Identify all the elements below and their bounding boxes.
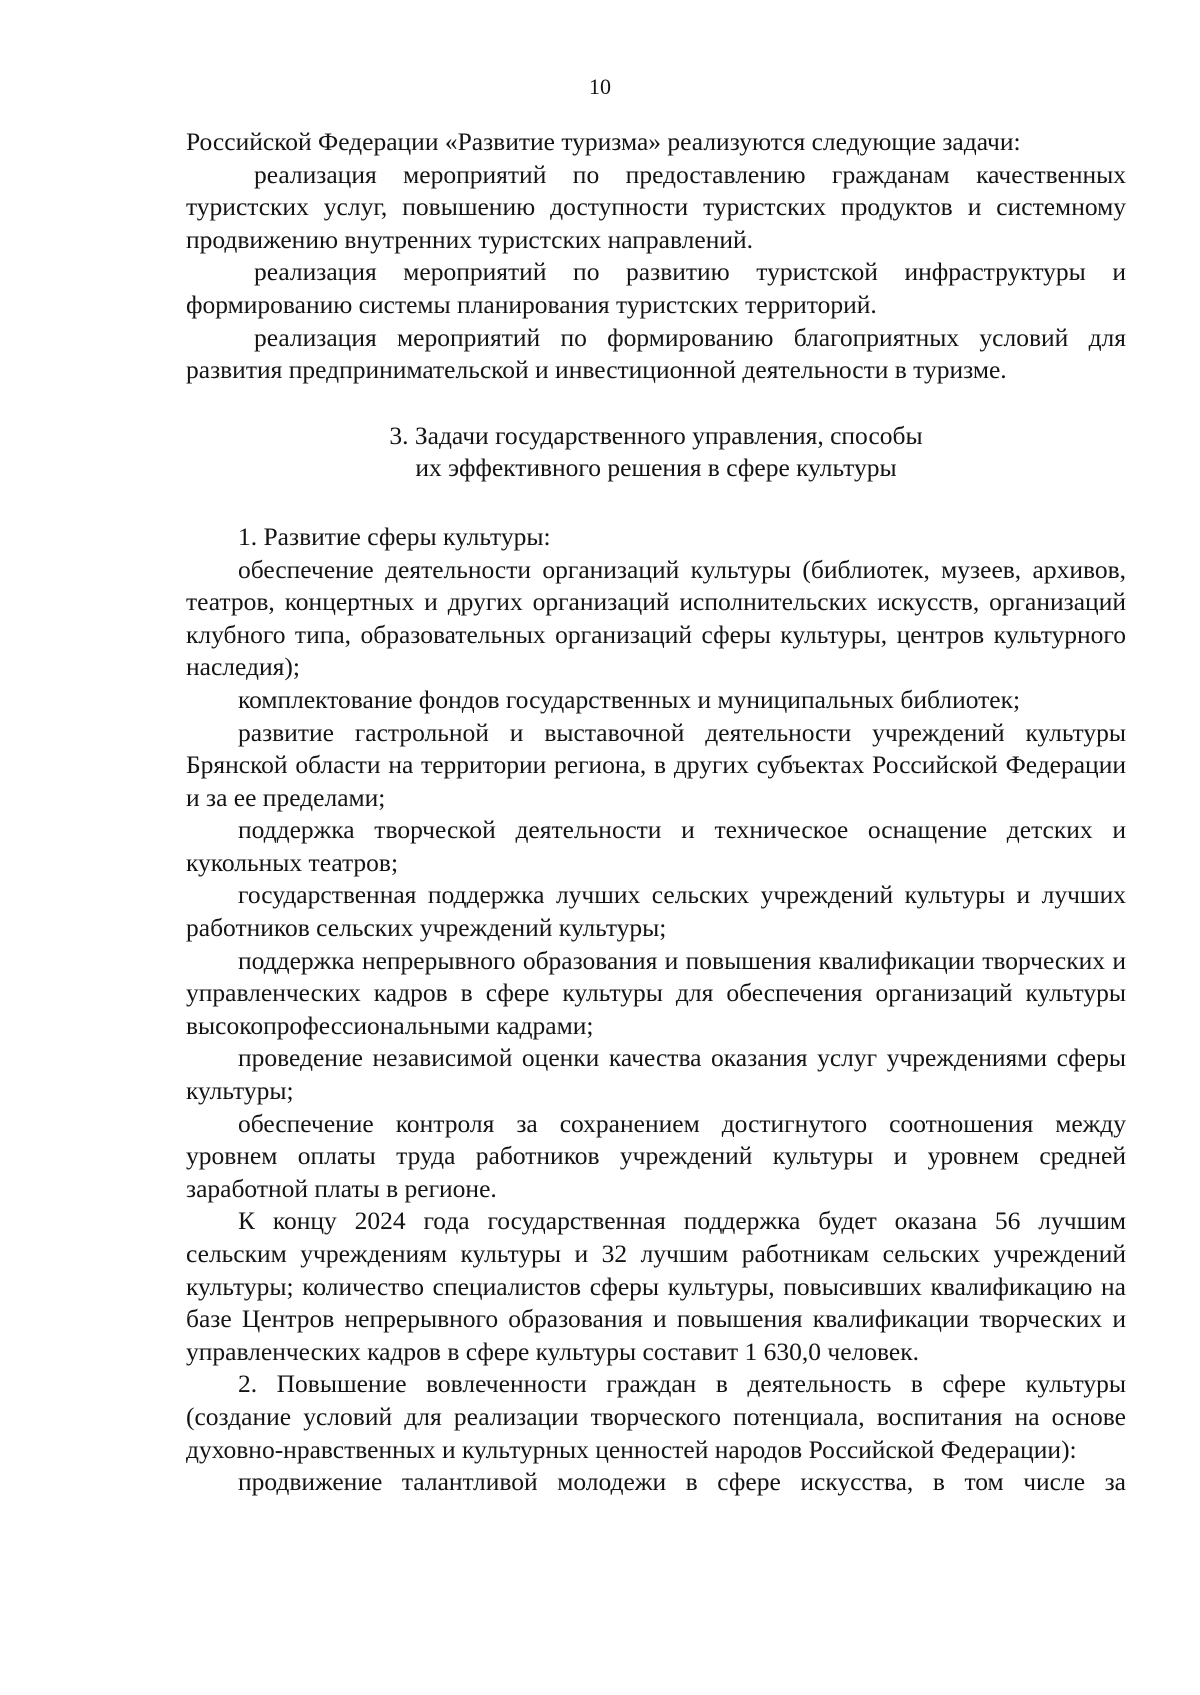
section-heading-line: их эффективного решения в сфере культуры — [415, 453, 897, 483]
task-item: поддержка непрерывного образования и повышения квалификации творческих и управленческих кадров в сфере культуры для обеспечения организаций культуры высокопрофессиональными кадрами; — [186, 945, 1126, 1040]
tourism-intro: Российской Федерации «Развитие туризма» реализуются следующие задачи: — [186, 127, 1021, 156]
task-item: обеспечение контроля за сохранением достигнутого соотношения между уровнем оплаты труда работников учреждений культуры и уровнем средней заработной платы в регионе. — [186, 1108, 1126, 1203]
tourism-item: реализация мероприятий по формированию благоприятных условий для развития предпринимательской и инвестиционной деятельности в туризме. — [186, 322, 1126, 385]
task-item: продвижение талантливой молодежи в сфере искусства, в том числе за — [238, 1467, 1126, 1497]
page-number: 10 — [589, 74, 611, 99]
section-heading-line: 3. Задачи государственного управления, способы — [389, 420, 923, 450]
task-title: 1. Развитие сферы культуры: — [238, 521, 551, 551]
task-result: К концу 2024 года государственная поддержка будет оказана 56 лучшим сельским учреждениям культуры и 32 лучшим работникам сельских учреждений культуры; количество специалистов сферы культуры, повысивших квалификацию на базе Центров непрерывного образования и повышения квалификации творческих и управленческих кадров в сфере культуры составит 1 630,0 человек. — [186, 1206, 1126, 1366]
task-item: проведение независимой оценки качества оказания услуг учреждениями сферы культуры; — [186, 1043, 1126, 1106]
task-title: 2. Повышение вовлеченности граждан в деятельность в сфере культуры (создание условий для реализации творческого потенциала, воспитания на основе духовно-нравственных и культурных ценностей народов Российской Федерации): — [186, 1369, 1126, 1464]
document-body — [186, 126, 1126, 1499]
section-heading — [186, 420, 1126, 485]
task-item: государственная поддержка лучших сельских учреждений культуры и лучших работников сельских учреждений культуры; — [186, 880, 1126, 943]
task-item: поддержка творческой деятельности и техническое оснащение детских и кукольных театров; — [186, 815, 1126, 877]
tourism-item: реализация мероприятий по предоставлению гражданам качественных туристских услуг, повышению доступности туристских продуктов и системному продвижению внутренних туристских направлений. — [186, 159, 1126, 254]
task-item: развитие гастрольной и выставочной деятельности учреждений культуры Брянской области на территории региона, в других субъектах Российской Федерации и за ее пределами; — [186, 717, 1126, 812]
task-item: обеспечение деятельности организаций культуры (библиотек, музеев, архивов, театров, концертных и других организаций исполнительских искусств, организаций клубного типа, образовательных организаций сферы культуры, центров культурного наследия); — [186, 554, 1126, 682]
task-item: комплектование фондов государственных и муниципальных библиотек; — [238, 684, 1021, 714]
tourism-item: реализация мероприятий по развитию туристской инфраструктуры и формированию системы планирования туристских территорий. — [186, 257, 1126, 319]
